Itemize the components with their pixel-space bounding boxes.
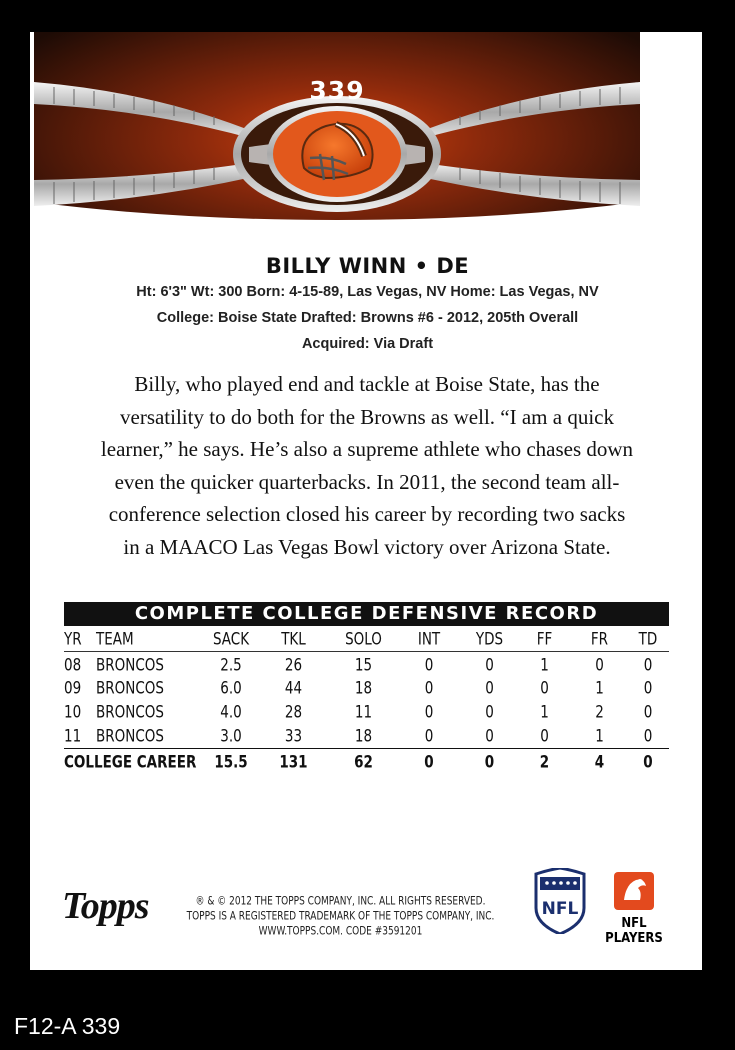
career-totals-row — [64, 749, 669, 774]
table-cell: 0 — [595, 654, 604, 674]
column-header: FR — [572, 626, 627, 653]
bio-line: College: Boise State Drafted: Browns #6 - 2012, 205th Overall — [156, 310, 579, 326]
table-cell: 0 — [540, 678, 549, 698]
header-graphic — [34, 32, 640, 270]
table-row — [64, 652, 669, 677]
table-cell: 28 — [284, 702, 303, 722]
column-header: TEAM — [96, 626, 206, 653]
bio-line: Ht: 6'3" Wt: 300 Born: 4-15-89, Las Vegas, NV Home: Las Vegas, NV — [136, 284, 599, 300]
table-cell: 0 — [396, 747, 462, 774]
column-header: YDS — [462, 626, 517, 653]
table-cell: 0 — [424, 678, 434, 698]
stats-header-row — [64, 627, 669, 652]
table-cell: 131 — [256, 747, 331, 774]
table-cell: BRONCOS — [96, 726, 164, 746]
bio-line: Acquired: Via Draft — [301, 336, 434, 352]
table-cell: 0 — [643, 678, 653, 698]
table-cell: 15.5 — [206, 747, 256, 774]
team-header-banner — [34, 32, 640, 270]
table-row — [64, 724, 669, 749]
table-cell: 33 — [284, 726, 303, 746]
table-cell: 10 — [64, 702, 82, 722]
column-header: FF — [517, 626, 572, 653]
table-cell: 18 — [354, 678, 373, 698]
table-cell: 0 — [643, 654, 653, 674]
table-cell: COLLEGE CAREER — [64, 747, 206, 774]
blurb-line: in a MAACO Las Vegas Bowl victory over Arizona State. — [123, 534, 611, 559]
column-header: TD — [627, 626, 669, 653]
blurb-line: conference selection closed his career by recording two sacks — [108, 502, 626, 526]
blurb-line: even the quicker quarterbacks. In 2011, the second team all- — [114, 469, 620, 494]
column-header: YR — [64, 626, 96, 653]
table-cell: 2 — [595, 702, 604, 722]
table-cell: 0 — [485, 654, 494, 674]
column-header: SOLO — [331, 626, 396, 653]
table-cell: 11 — [64, 726, 82, 746]
nfl-shield-icon — [532, 868, 588, 934]
table-cell: 09 — [64, 678, 82, 698]
table-cell: 0 — [643, 702, 653, 722]
table-cell: 0 — [424, 726, 434, 746]
legal-line: TOPPS IS A REGISTERED TRADEMARK OF THE TOPPS COMPANY, INC. — [186, 910, 495, 923]
table-cell: 0 — [485, 678, 494, 698]
nfl-players-icon — [612, 870, 656, 914]
table-cell: 0 — [540, 726, 549, 746]
table-cell: 0 — [424, 654, 434, 674]
nfl-players-label: NFL PLAYERS — [605, 916, 663, 946]
column-header: TKL — [256, 626, 331, 653]
table-cell: 1 — [540, 654, 549, 674]
stats-table — [64, 627, 669, 773]
table-row — [64, 700, 669, 724]
table-cell: BRONCOS — [96, 702, 164, 722]
table-cell: 15 — [354, 654, 373, 674]
table-row — [64, 676, 669, 700]
table-cell: 2.5 — [220, 654, 242, 674]
scan-label: F12-A 339 — [14, 1013, 121, 1039]
table-cell: 0 — [643, 726, 653, 746]
table-cell: 4 — [572, 747, 627, 774]
nfl-logo-text: NFL — [541, 899, 579, 919]
blurb-line: Billy, who played end and tackle at Boise State, has the — [134, 372, 600, 396]
table-cell: 2 — [517, 747, 572, 774]
table-cell: 0 — [485, 726, 494, 746]
table-cell: 6.0 — [220, 678, 242, 698]
table-cell: 11 — [354, 702, 373, 722]
table-cell: 3.0 — [220, 726, 242, 746]
legal-line: WWW.TOPPS.COM. CODE #3591201 — [258, 925, 423, 938]
table-cell: 1 — [595, 678, 604, 698]
blurb-line: versatility to do both for the Browns as well. “I am a quick — [120, 404, 614, 429]
table-cell: 1 — [540, 702, 549, 722]
table-cell: 62 — [331, 747, 396, 774]
table-cell: 4.0 — [220, 702, 242, 722]
player-name: BILLY WINN • DE — [265, 254, 470, 278]
table-cell: 0 — [627, 747, 669, 774]
table-cell: 26 — [284, 654, 303, 674]
table-cell: 0 — [424, 702, 434, 722]
card-number: 339 — [309, 76, 365, 105]
topps-logo: Topps — [62, 885, 149, 927]
table-cell: BRONCOS — [96, 678, 164, 698]
stats-title: COMPLETE COLLEGE DEFENSIVE RECORD — [64, 602, 669, 626]
table-cell: 18 — [354, 726, 373, 746]
table-cell: 44 — [284, 678, 303, 698]
player-blurb — [62, 368, 672, 563]
table-cell: 0 — [485, 702, 494, 722]
legal-line: ® & © 2012 THE TOPPS COMPANY, INC. ALL RIGHTS RESERVED. — [195, 895, 486, 908]
column-header: SACK — [206, 626, 256, 653]
table-cell: 1 — [595, 726, 604, 746]
browns-helmet-icon — [302, 124, 372, 180]
column-header: INT — [396, 626, 462, 653]
table-cell: 0 — [462, 747, 517, 774]
table-cell: 08 — [64, 654, 82, 674]
blurb-line: learner,” he says. He’s also a supreme athlete who chases down — [100, 437, 634, 461]
table-cell: BRONCOS — [96, 654, 164, 674]
